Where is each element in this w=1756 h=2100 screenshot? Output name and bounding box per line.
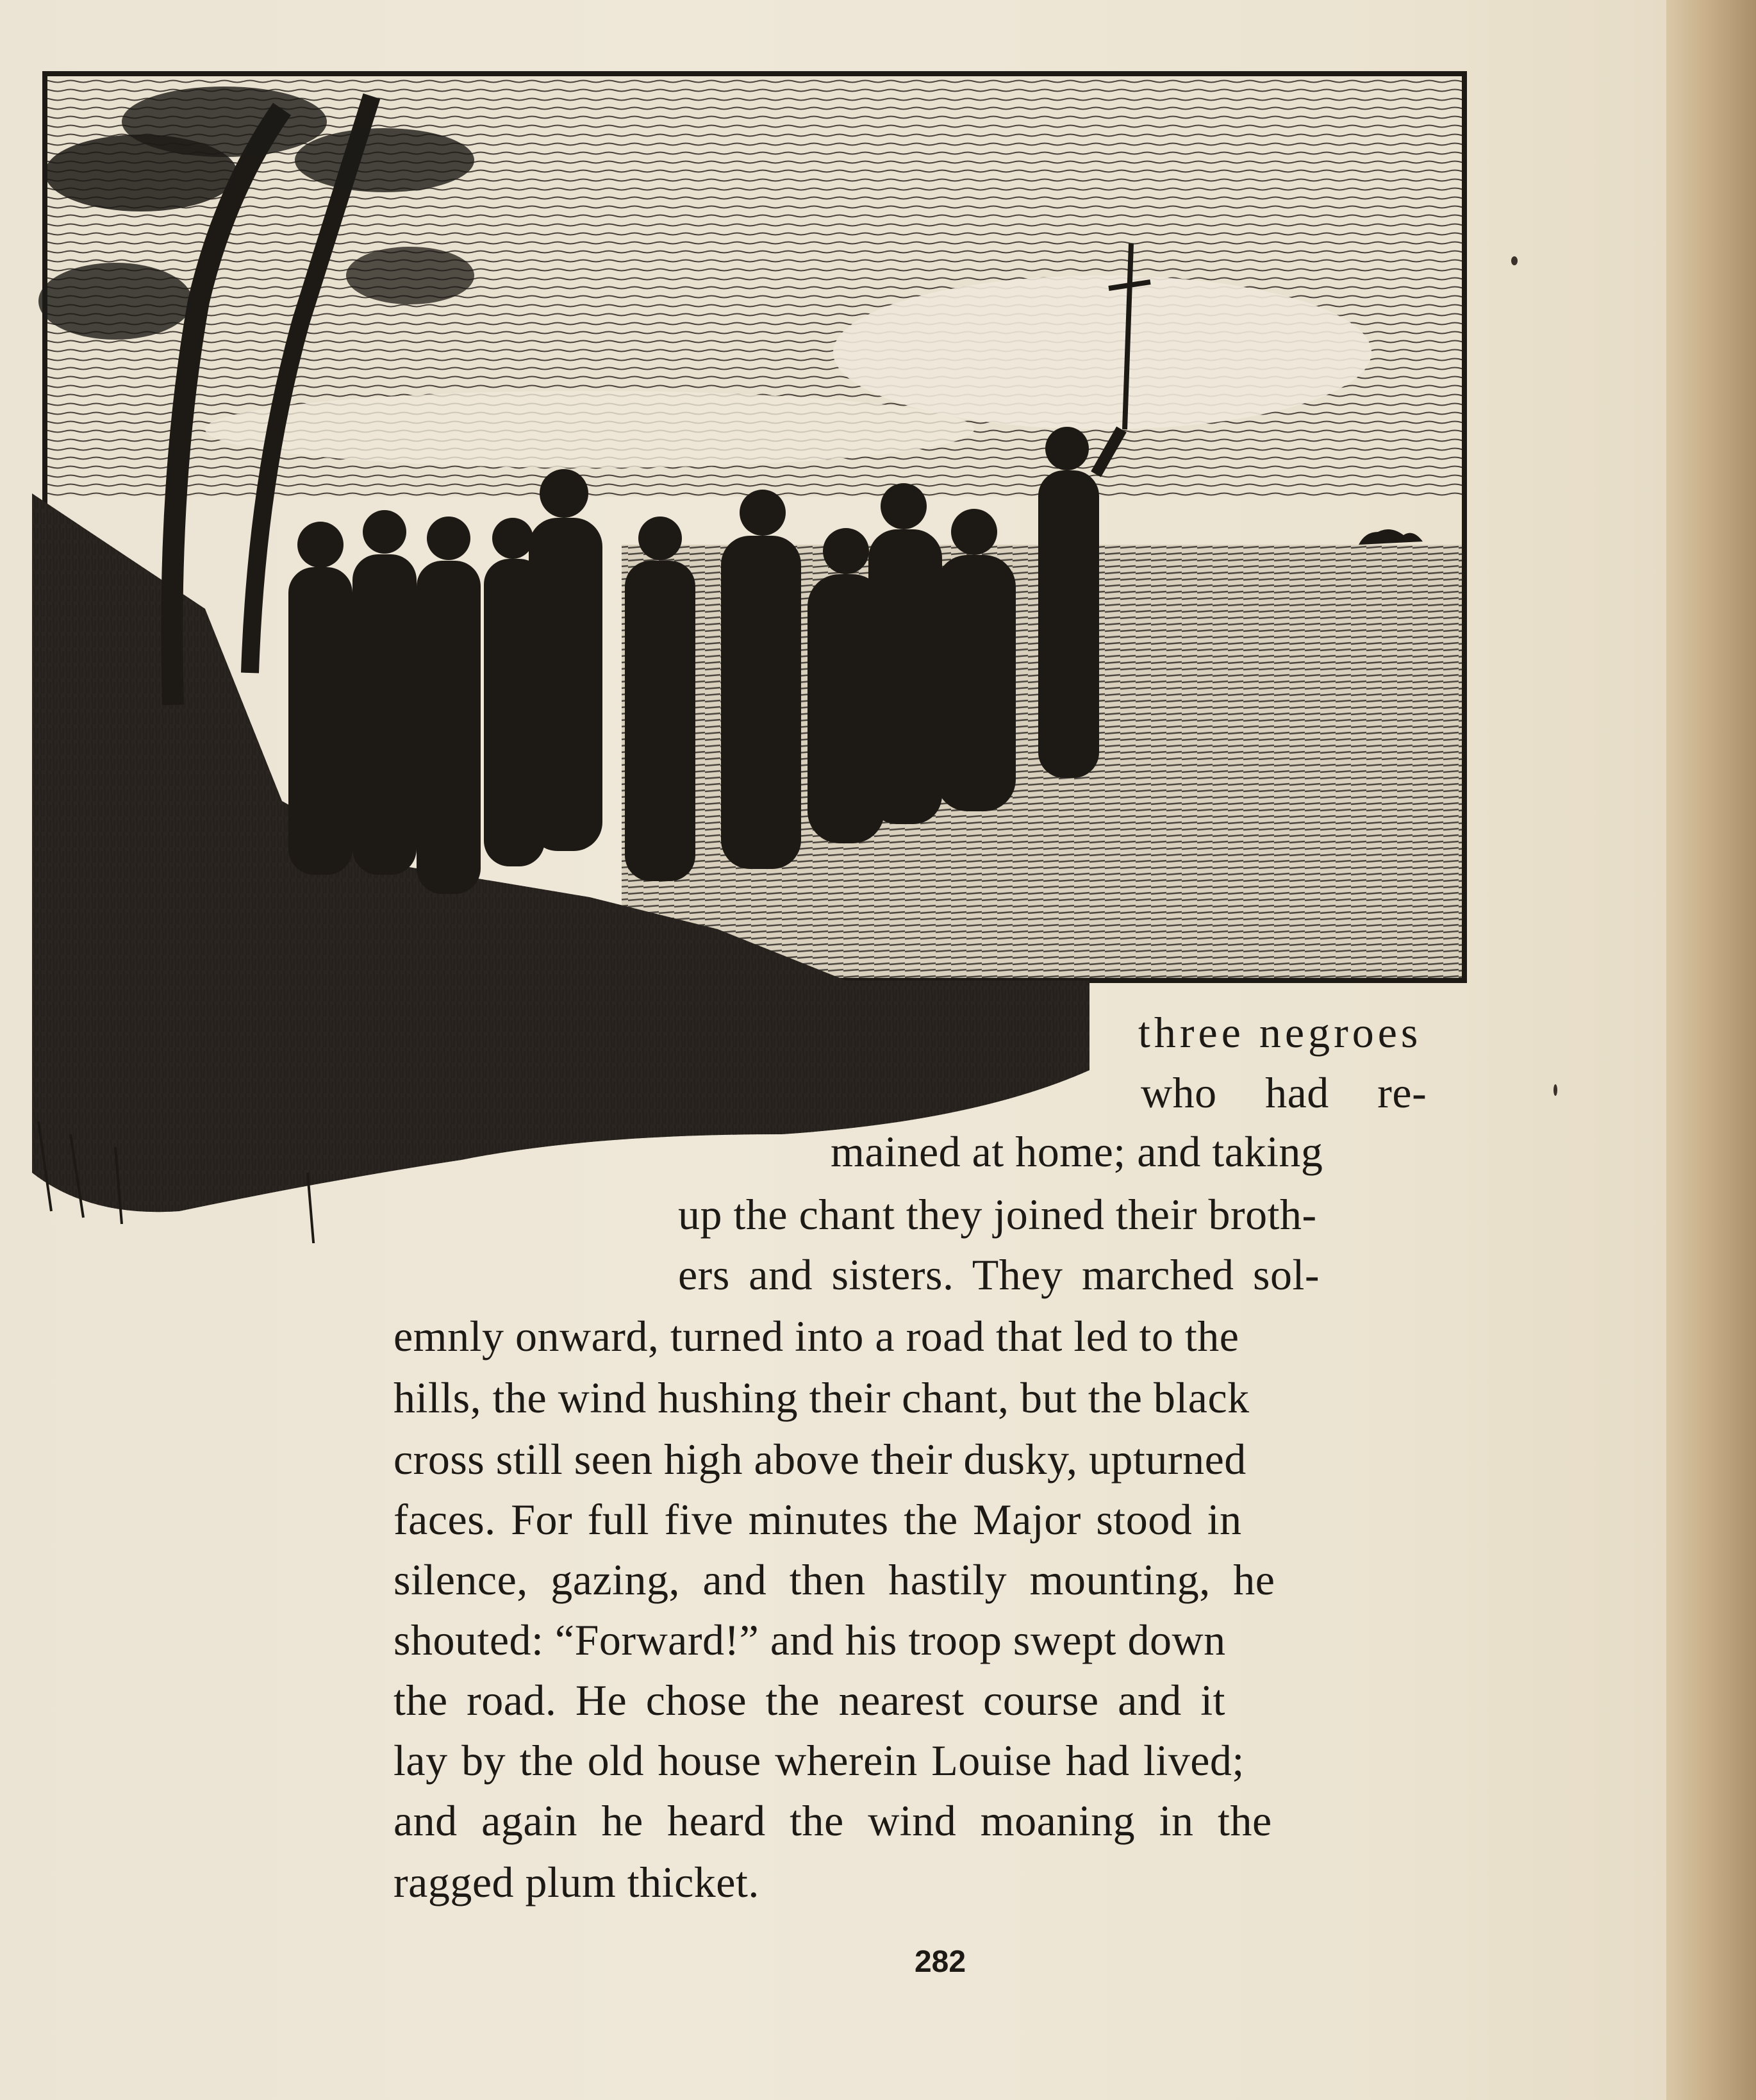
- ink-speck: [1511, 256, 1518, 265]
- body-line: three negroes: [1138, 1008, 1422, 1057]
- body-line: mained at home; and taking: [831, 1127, 1323, 1176]
- page-number: 282: [914, 1945, 966, 1979]
- body-line: shouted: “Forward!” and his troop swept down: [393, 1616, 1226, 1664]
- body-line: who had re-: [1141, 1068, 1427, 1117]
- body-line: hills, the wind hushing their chant, but the black: [393, 1373, 1250, 1422]
- body-line: up the chant they joined their broth-: [678, 1190, 1317, 1239]
- body-line: lay by the old house wherein Louise had lived;: [393, 1736, 1245, 1785]
- body-line: ragged plum thicket.: [393, 1858, 759, 1906]
- body-line: and again he heard the wind moaning in the: [393, 1796, 1272, 1845]
- body-line: emnly onward, turned into a road that led to the: [393, 1312, 1239, 1360]
- procession-illustration: [13, 32, 1487, 1243]
- body-line: faces. For full five minutes the Major stood in: [393, 1495, 1242, 1544]
- body-line: the road. He chose the nearest course and it: [393, 1676, 1226, 1724]
- body-line: ers and sisters. They marched sol-: [678, 1250, 1320, 1299]
- body-line: silence, gazing, and then hastily mounting, he: [393, 1555, 1275, 1604]
- body-line: cross still seen high above their dusky, upturned: [393, 1435, 1247, 1484]
- ink-speck: [1553, 1084, 1557, 1096]
- page-edge: [1666, 0, 1756, 2100]
